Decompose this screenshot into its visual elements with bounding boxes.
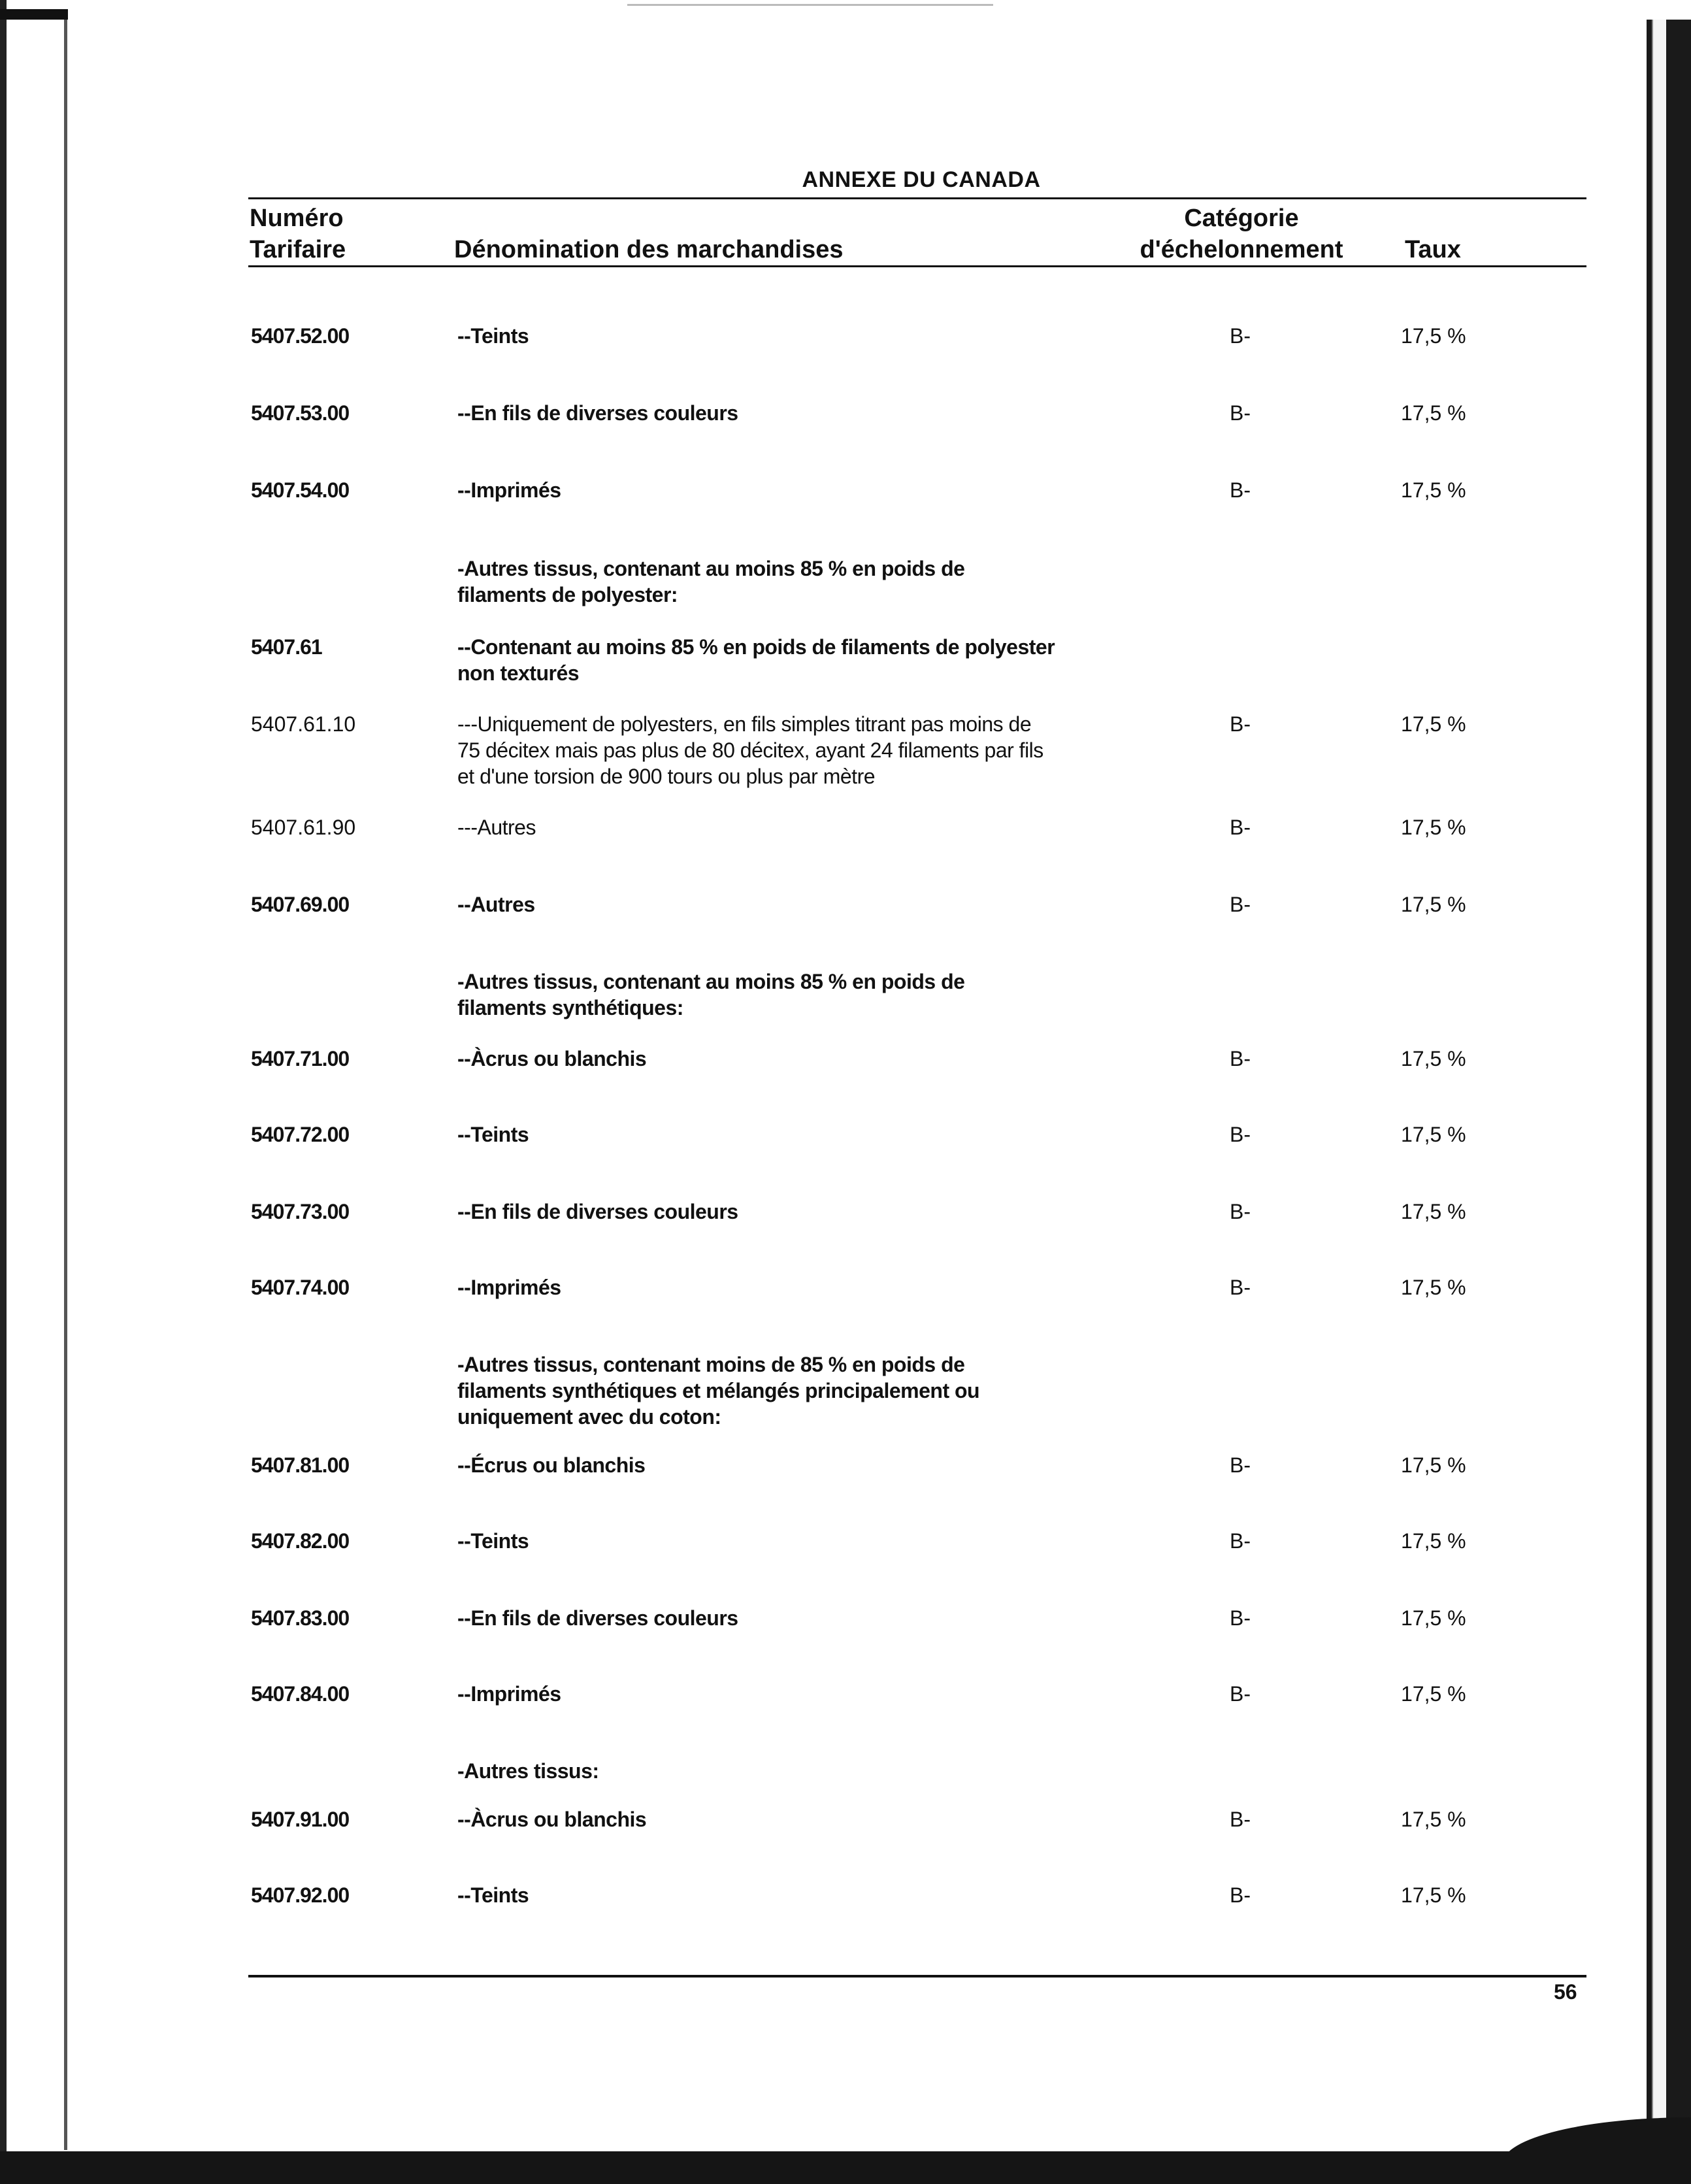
rate: 17,5 %	[1401, 1276, 1466, 1299]
tariff-code: 5407.91.00	[251, 1808, 350, 1831]
rate: 17,5 %	[1401, 893, 1466, 916]
staging-category: B-	[1230, 1276, 1251, 1299]
column-header-rate: Taux	[1405, 236, 1461, 263]
staging-category: B-	[1230, 1123, 1251, 1146]
rate: 17,5 %	[1401, 1047, 1466, 1070]
column-header-tariff: Numéro Tarifaire	[250, 205, 346, 263]
rate: 17,5 %	[1401, 324, 1466, 348]
goods-description: -Autres tissus, contenant au moins 85 % en poids de filaments de polyester:	[457, 557, 965, 606]
goods-description: --Àcrus ou blanchis	[457, 1047, 647, 1070]
rate: 17,5 %	[1401, 1453, 1466, 1477]
tariff-code: 5407.61.90	[251, 816, 356, 839]
tariff-code: 5407.69.00	[251, 893, 350, 916]
tariff-code: 5407.61.10	[251, 712, 356, 736]
scan-edge-top-left	[0, 9, 68, 20]
staging-category: B-	[1230, 401, 1251, 425]
goods-description: --En fils de diverses couleurs	[457, 401, 738, 425]
goods-description: -Autres tissus:	[457, 1759, 599, 1783]
scan-edge-left-line	[64, 20, 67, 2150]
tariff-code: 5407.52.00	[251, 324, 350, 348]
rate: 17,5 %	[1401, 1883, 1466, 1907]
rate: 17,5 %	[1401, 1123, 1466, 1146]
tariff-code: 5407.61	[251, 635, 322, 659]
staging-category: B-	[1230, 816, 1251, 839]
tariff-code: 5407.74.00	[251, 1276, 350, 1299]
goods-description: --Autres	[457, 893, 535, 916]
tariff-code: 5407.84.00	[251, 1682, 350, 1706]
rate: 17,5 %	[1401, 1808, 1466, 1831]
goods-description: --Teints	[457, 1529, 529, 1553]
tariff-code: 5407.82.00	[251, 1529, 350, 1553]
goods-description: --Écrus ou blanchis	[457, 1453, 646, 1477]
tariff-code: 5407.73.00	[251, 1200, 350, 1223]
staging-category: B-	[1230, 1453, 1251, 1477]
staging-category: B-	[1230, 712, 1251, 736]
tariff-code: 5407.72.00	[251, 1123, 350, 1146]
rate: 17,5 %	[1401, 816, 1466, 839]
goods-description: --Imprimés	[457, 478, 561, 502]
rate: 17,5 %	[1401, 478, 1466, 502]
scan-edge-left	[0, 0, 7, 2184]
header-top-rule	[248, 197, 1586, 199]
staging-category: B-	[1230, 1808, 1251, 1831]
staging-category: B-	[1230, 324, 1251, 348]
rate: 17,5 %	[1401, 1200, 1466, 1223]
scan-edge-top-line	[627, 4, 993, 6]
page-number: 56	[1554, 1980, 1577, 2004]
rate: 17,5 %	[1401, 1606, 1466, 1630]
goods-description: --Àcrus ou blanchis	[457, 1808, 647, 1831]
goods-description: --En fils de diverses couleurs	[457, 1200, 738, 1223]
goods-description: -Autres tissus, contenant moins de 85 % en poids de filaments synthétiques et mélangés principalement ou uniquement avec du coton:	[457, 1353, 980, 1429]
goods-description: --Imprimés	[457, 1276, 561, 1299]
footer-rule	[248, 1975, 1586, 1977]
staging-category: B-	[1230, 1606, 1251, 1630]
tariff-code: 5407.71.00	[251, 1047, 350, 1070]
header-bottom-rule	[248, 265, 1586, 267]
goods-description: --En fils de diverses couleurs	[457, 1606, 738, 1630]
column-header-description: Dénomination des marchandises	[454, 236, 844, 263]
tariff-code: 5407.83.00	[251, 1606, 350, 1630]
goods-description: ---Uniquement de polyesters, en fils simples titrant pas moins de 75 décitex mais pas plus de 80 décitex, ayant 24 filaments par fils et d'une torsion de 900 tours ou plus par mètre	[457, 712, 1043, 788]
scan-edge-bottom	[0, 2151, 1691, 2184]
rate: 17,5 %	[1401, 401, 1466, 425]
tariff-code: 5407.81.00	[251, 1453, 350, 1477]
page-title: ANNEXE DU CANADA	[802, 167, 1041, 192]
staging-category: B-	[1230, 1047, 1251, 1070]
staging-category: B-	[1230, 1529, 1251, 1553]
goods-description: --Imprimés	[457, 1682, 561, 1706]
staging-category: B-	[1230, 478, 1251, 502]
tariff-code: 5407.53.00	[251, 401, 350, 425]
staging-category: B-	[1230, 1883, 1251, 1907]
tariff-code: 5407.92.00	[251, 1883, 350, 1907]
tariff-code: 5407.54.00	[251, 478, 350, 502]
staging-category: B-	[1230, 893, 1251, 916]
rate: 17,5 %	[1401, 1682, 1466, 1706]
staging-category: B-	[1230, 1682, 1251, 1706]
goods-description: -Autres tissus, contenant au moins 85 % en poids de filaments synthétiques:	[457, 970, 965, 1019]
goods-description: --Teints	[457, 324, 529, 348]
goods-description: ---Autres	[457, 816, 536, 839]
goods-description: --Teints	[457, 1123, 529, 1146]
goods-description: --Teints	[457, 1883, 529, 1907]
rate: 17,5 %	[1401, 1529, 1466, 1553]
column-header-category: Catégorie d'échelonnement	[1140, 205, 1343, 263]
staging-category: B-	[1230, 1200, 1251, 1223]
scan-edge-right-inner	[1652, 20, 1666, 2130]
goods-description: --Contenant au moins 85 % en poids de filaments de polyester non texturés	[457, 635, 1055, 685]
rate: 17,5 %	[1401, 712, 1466, 736]
